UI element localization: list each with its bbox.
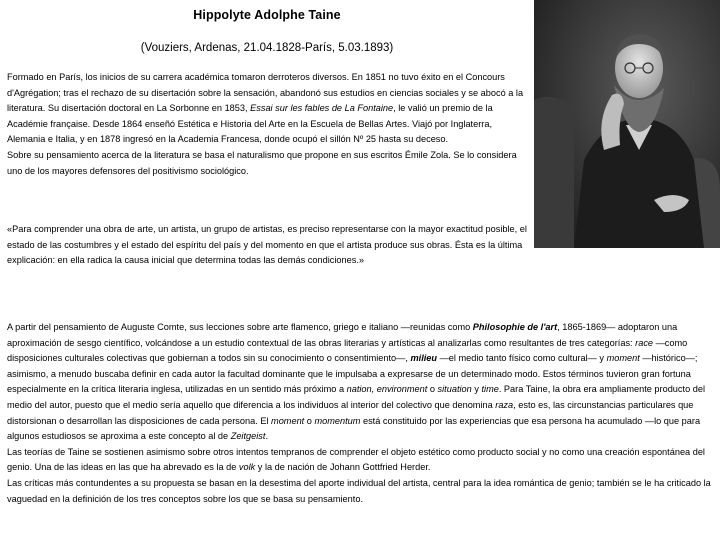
bio-naturalism: Sobre su pensamiento acerca de la literatura se basa el naturalismo que propone en sus escritos Émile Zola. Se lo considera uno de los mayores defensores del positivismo sociológico. bbox=[7, 149, 517, 176]
page-subtitle: (Vouziers, Ardenas, 21.04.1828-París, 5.03.1893) bbox=[140, 42, 394, 54]
theory-herder: Las teorías de Taine se sostienen asimismo sobre otros intentos tempranos de comprender el objeto estético como producto social y no como una creación espontánea del genio. Una de las ideas en las que ha abrevado es la de volk y la de nación de Johann Gottfried Herder. bbox=[7, 446, 705, 473]
bio-main: Formado en París, los inicios de su carrera académica tomaron derroteros diversos. En 1851 no tuvo éxito en el Concours d'Agrégation; tras el rechazo de su disertación sobre la sensación, abandonó sus estudios en ciencias sociales y se abocó a la literatura. Su disertación doctoral en La Sorbonne en 1853, Essai sur les fables de La Fontaine, le valió un premio de la Académie française. Desde 1864 enseñó Estética e Historia del Arte en la Escuela de Bellas Artes. Viajó por Inglaterra, Alemania e Italia, y en 1878 ingresó en la Academia Francesa, donde ocupó el sillón Nº 25 hasta su deceso. bbox=[7, 72, 524, 145]
biography-paragraph bbox=[7, 70, 527, 179]
theory-paragraph bbox=[7, 320, 713, 507]
theory-criticism: Las críticas más contundentes a su propuesta se basan en la desestima del aporte individual del artista, central para la idea romántica de genio; también se le ha criticado la vaguedad en la definición de los tres conceptos sobre los que se basa su pensamiento. bbox=[7, 477, 711, 504]
portrait-illustration bbox=[534, 0, 720, 248]
book-title: Essai sur les fables de La Fontaine bbox=[250, 103, 394, 114]
book-title-philosophie: Philosophie de l'art bbox=[472, 322, 558, 332]
taine-quote: «Para comprender una obra de arte, un artista, un grupo de artistas, es preciso representarse con la mayor exactitud posible, el estado de las costumbres y el estado del espíritu del país y del momento en que el artista produce sus obras. Ésta es la última explicación: en ella radica la causa inicial que determina todas las demás condiciones.» bbox=[7, 224, 527, 266]
theory-main: A partir del pensamiento de Auguste Comte, sus lecciones sobre arte flamenco, griego e italiano —reunidas como Philosophie de l'art, 1865-1869— adoptaron una aproximación de sesgo científico, volcándose a un estudio contextual de las obras literarias y artísticas al analizarlas como resultantes de tres categorías: race —como disposiciones culturales colectivas que gobiernan a todos sin su conocimiento o consentimiento—, milieu —el medio tanto físico como cultural— y moment —histórico—; asimismo, a menudo buscaba definir en cada autor la facultad dominante que le impulsaba a expresarse de un determinado modo. Estos términos tuvieron gran fortuna especialmente en la crítica literaria inglesa, utilizadas en un sentido más próximo a nation, environment o situation y time. Para Taine, la obra era ampliamente producto del medio del autor, puesto que el medio sería aquello que diferencia a los individuos al interior del colectivo que denomina raza, esto es, las circunstancias particulares que distorsionan o desarrollan las disposiciones de cada persona. El moment o momentum está constituido por las experiencias que esa persona ha acumulado —lo que para algunos estudiosos se aproxima a este concepto al de Zeitgeist. bbox=[7, 322, 705, 442]
page-title: Hippolyte Adolphe Taine bbox=[193, 8, 341, 22]
portrait-photo bbox=[534, 0, 720, 248]
